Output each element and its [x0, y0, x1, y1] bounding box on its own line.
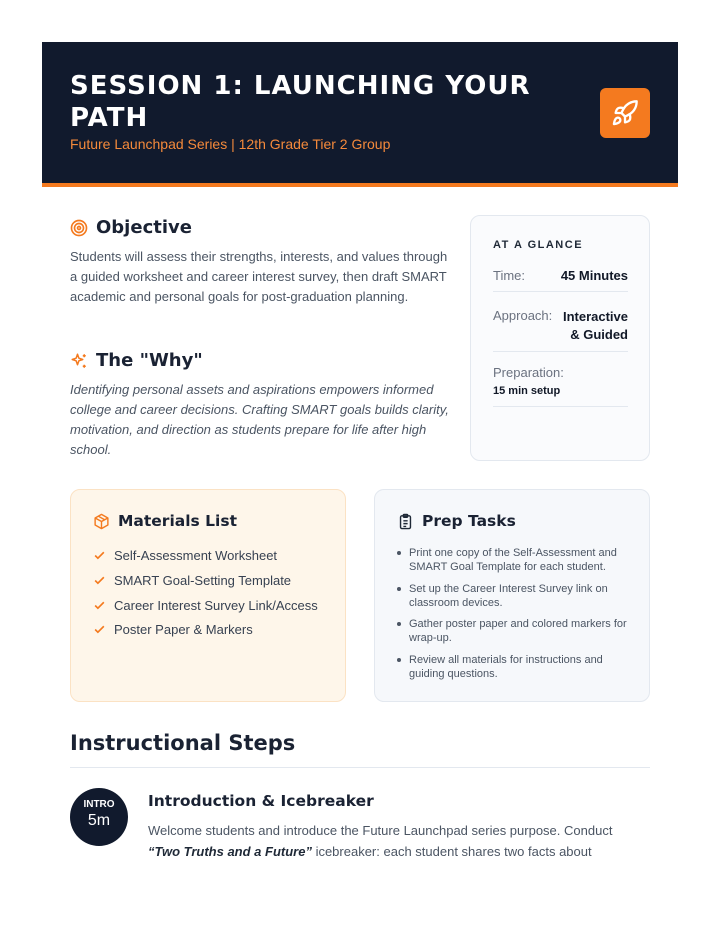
bullet-icon [397, 587, 401, 591]
list-item [93, 548, 277, 563]
step-badge [70, 788, 128, 846]
prep-tasks-card [374, 489, 650, 702]
objective-text: Students will assess their strengths, interests, and values through a guided worksheet and career interest survey, then draft SMART academic and personal goals for post-graduation planning. [70, 249, 448, 304]
glance-approach-row [493, 306, 628, 352]
glance-approach-label: Approach: [493, 308, 553, 323]
rocket-icon [600, 88, 650, 138]
sparkle-icon [70, 352, 88, 370]
step-title: Introduction & Icebreaker [148, 792, 374, 810]
materials-heading [93, 512, 237, 530]
prep-item-label: Review all materials for instructions and guiding questions. [409, 654, 603, 680]
prep-title: Prep Tasks [422, 512, 516, 530]
list-item [93, 573, 291, 588]
why-text: Identifying personal assets and aspirations empowers informed college and career decisions. Crafting SMART goals builds clarity, motivation, and direction as students prepare for life after high school. [70, 382, 449, 457]
series-subtitle: Future Launchpad Series | 12th Grade Tier 2 Group [70, 136, 391, 152]
step-badge-time: 5m [87, 812, 111, 829]
material-item-label: Career Interest Survey Link/Access [114, 598, 318, 613]
objective-heading [70, 217, 192, 238]
material-item-label: Poster Paper & Markers [114, 622, 253, 637]
material-item-label: SMART Goal-Setting Template [114, 573, 292, 588]
check-icon [93, 623, 106, 636]
list-item [397, 546, 627, 574]
list-item [397, 653, 627, 681]
glance-approach-value: Interactive & Guided [562, 309, 628, 342]
glance-time-label: Time: [493, 268, 526, 283]
material-item-label: Self-Assessment Worksheet [114, 548, 278, 563]
check-icon [93, 574, 106, 587]
step-badge-label: INTRO [83, 799, 115, 810]
prep-item-label: Gather poster paper and colored markers for wrap-up. [409, 618, 627, 644]
list-item [397, 582, 627, 610]
step-text-part: Welcome students and introduce the Future Launchpad series purpose. Conduct [148, 823, 613, 838]
step-description [148, 820, 648, 862]
why-heading [70, 350, 203, 371]
at-a-glance-panel [470, 215, 650, 461]
materials-title: Materials List [118, 512, 237, 530]
list-item [397, 617, 627, 645]
prep-item-label: Set up the Career Interest Survey link on classroom devices. [409, 583, 608, 609]
check-icon [93, 549, 106, 562]
bullet-icon [397, 658, 401, 662]
glance-time-row [493, 266, 628, 292]
step-text-emphasis: “Two Truths and a Future” [148, 844, 312, 859]
list-item [93, 622, 253, 637]
step-text-part: icebreaker: each student shares two facts about [311, 844, 592, 859]
glance-prep-row [493, 363, 628, 407]
check-icon [93, 599, 106, 612]
session-title: SESSION 1: LAUNCHING YOUR PATH [70, 71, 531, 133]
clipboard-icon [397, 513, 414, 530]
session-header [42, 42, 678, 187]
glance-prep-value: 15 min setup [493, 385, 561, 397]
prep-heading [397, 512, 516, 530]
why-title: The "Why" [96, 350, 203, 371]
glance-caption: AT A GLANCE [493, 239, 584, 251]
list-item [93, 598, 318, 613]
prep-item-label: Print one copy of the Self-Assessment and SMART Goal Template for each student. [409, 547, 617, 573]
glance-time-value: 45 Minutes [560, 268, 628, 283]
target-icon [70, 219, 88, 237]
box-icon [93, 513, 110, 530]
objective-title: Objective [96, 217, 192, 238]
instructional-steps-heading: Instructional Steps [70, 731, 650, 768]
materials-card [70, 489, 346, 702]
glance-prep-label: Preparation: [493, 365, 564, 380]
bullet-icon [397, 551, 401, 555]
bullet-icon [397, 622, 401, 626]
